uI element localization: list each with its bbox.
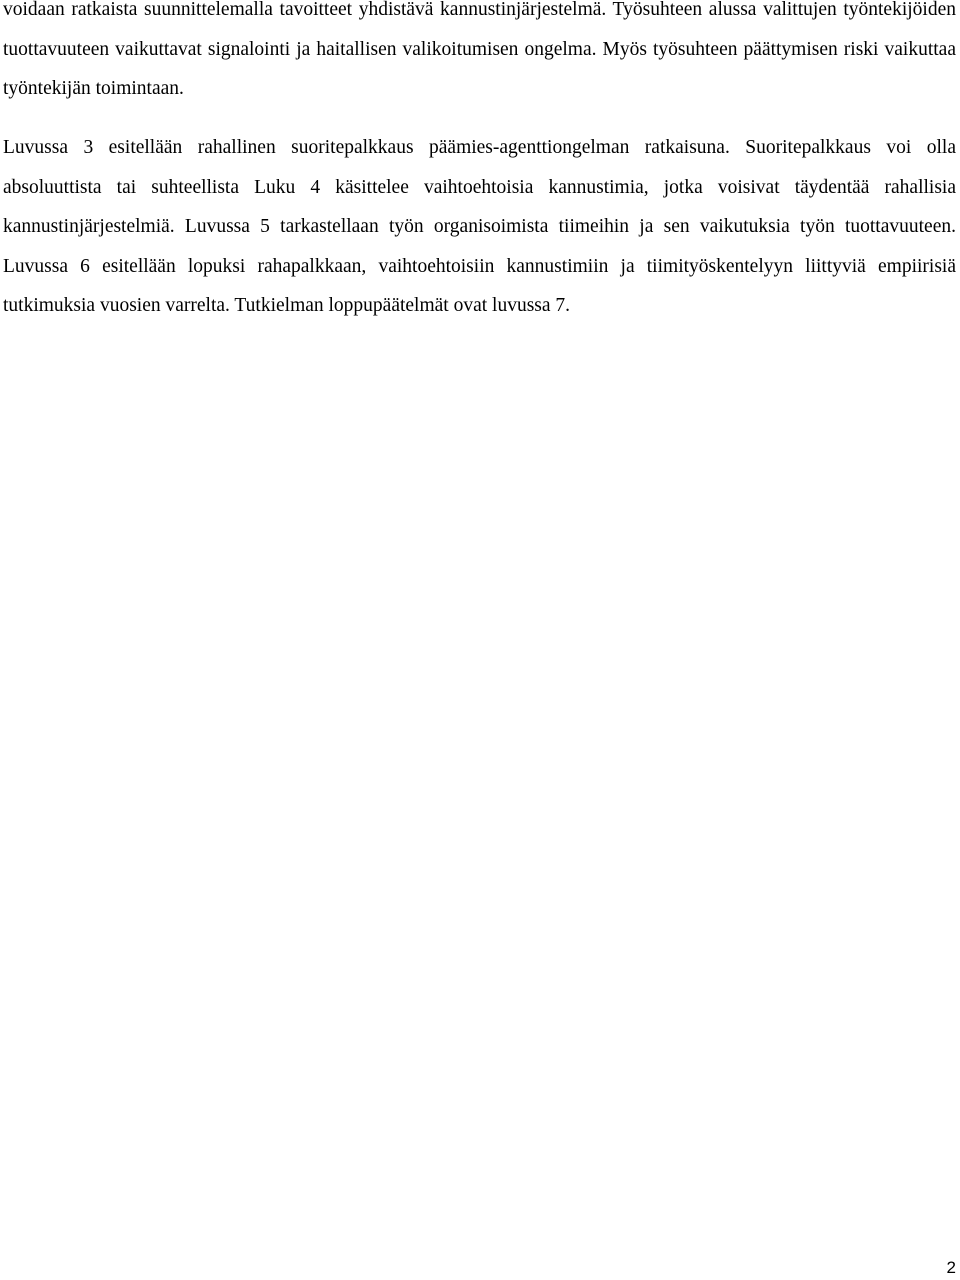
page-number: 2	[946, 1258, 956, 1277]
paragraph-2: Luvussa 3 esitellään rahallinen suoritepalkkaus päämies-agenttiongelman ratkaisuna. Suoritepalkkaus voi olla absoluuttista tai suhteellista Luku 4 käsittelee vaihtoehtoisia kannustimia, jotka voisivat täydentää rahallisia kannustinjärjestelmiä. Luvussa 5 tarkastellaan työn organisoimista tiimeihin ja sen vaikutuksia työn tuottavuuteen. Luvussa 6 esitellään lopuksi rahapalkkaan, vaihtoehtoisiin kannustimiin ja tiimityöskentelyyn liittyviä empiirisiä tutkimuksia vuosien varrelta. Tutkielman loppupäätelmät ovat luvussa 7.	[3, 137, 956, 316]
paragraph-1: voidaan ratkaista suunnittelemalla tavoitteet yhdistävä kannustinjärjestelmä. Työsuhteen alussa valittujen työntekijöiden tuottavuuteen vaikuttavat signalointi ja haitallisen valikoitumisen ongelma. Myös työsuhteen päättymisen riski vaikuttaa työntekijän toimintaan.	[3, 0, 956, 99]
